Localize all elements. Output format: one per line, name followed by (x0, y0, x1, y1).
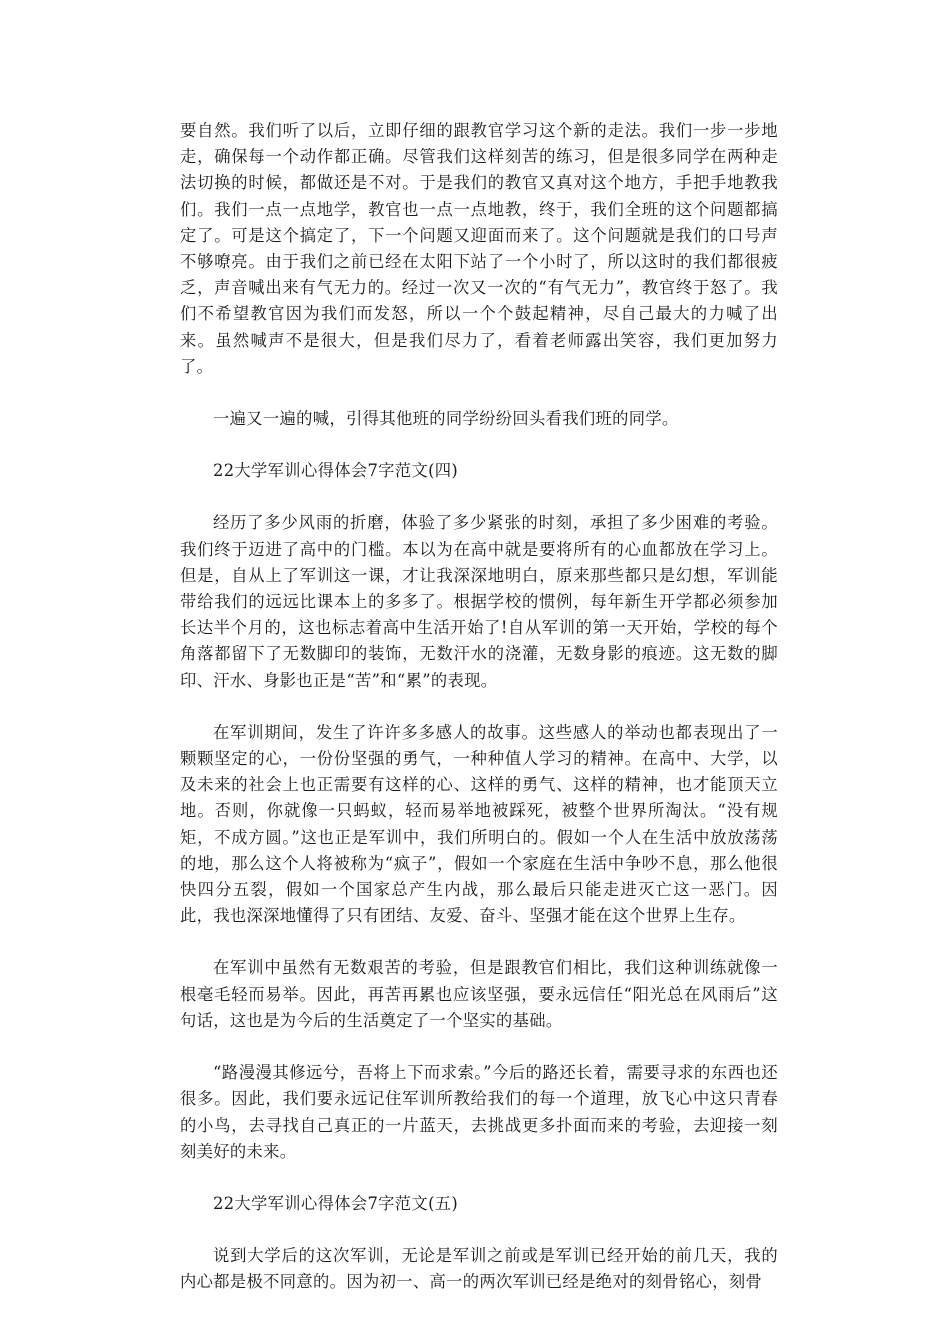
paragraph-training-practice: 要自然。我们听了以后，立即仔细的跟教官学习这个新的走法。我们一步一步地走，确保每一个动作都正确。尽管我们这样刻苦的练习，但是很多同学在两种走法切换的时候，都做还是不对。于是我们的教官又真对这个地方，手把手地教我们。我们一点一点地学，教官也一点一点地教，终于，我们全班的这个问题都搞定了。可是这个搞定了，下一个问题又迎面而来了。这个问题就是我们的口号声不够嘹亮。由于我们之前已经在太阳下站了一个小时了，所以这时的我们都很疲乏，声音喊出来有气无力的。经过一次又一次的“有气无力”，教官终于怒了。我们不希望教官因为我们而发怒，所以一个个鼓起精神，尽自己最大的力喊了出来。虽然喊声不是很大，但是我们尽力了，看着老师露出笑容，我们更加努力了。 (180, 121, 778, 376)
document-page (180, 118, 778, 1322)
paragraph-university-training: 说到大学后的这次军训，无论是军训之前或是军训已经开始的前几天，我的内心都是极不同意的。因为初一、高一的两次军训已经是绝对的刻骨铭心，刻骨 (180, 1246, 778, 1292)
paragraph-hard-tests: 在军训中虽然有无数艰苦的考验，但是跟教官们相比，我们这种训练就像一根毫毛轻而易举。因此，再苦再累也应该坚强，要永远信任“阳光总在风雨后”这句话，这也是为今后的生活奠定了一个坚实的基础。 (180, 958, 778, 1030)
paragraph-shouting: 一遍又一遍的喊，引得其他班的同学纷纷回头看我们班的同学。 (213, 409, 679, 429)
paragraph-touching-stories: 在军训期间，发生了许许多多感人的故事。这些感人的举动也都表现出了一颗颗坚定的心，一份份坚强的勇气，一种种值人学习的精神。在高中、大学，以及未来的社会上也正需要有这样的心、这样的勇气、这样的精神，也才能顶天立地。否则，你就像一只蚂蚁，轻而易举地被踩死，被整个世界所淘汰。“没有规矩，不成方圆。”这也正是军训中，我们所明白的。假如一个人在生活中放放荡荡的地，那么这个人将被称为“疯子”，假如一个家庭在生活中争吵不息，那么他很快四分五裂，假如一个国家总产生内战，那么最后只能走进灭亡这一恶门。因此，我也深深地懂得了只有团结、友爱、奋斗、坚强才能在这个世界上生存。 (180, 722, 778, 926)
paragraph-long-road: “路漫漫其修远兮，吾将上下而求索。”今后的路还长着，需要寻求的东西也还很多。因此，我们要永远记住军训所教给我们的每一个道理，放飞心中这只青春的小鸟，去寻找自己真正的一片蓝天，去挑战更多扑面而来的考验，去迎接一刻刻美好的未来。 (180, 1063, 778, 1161)
section-heading-5: 22大学军训心得体会7字范文(五) (213, 1193, 459, 1213)
section-heading-4: 22大学军训心得体会7字范文(四) (213, 461, 459, 481)
paragraph-high-school-threshold: 经历了多少风雨的折磨，体验了多少紧张的时刻，承担了多少困难的考验。我们终于迈进了高中的门槛。本以为在高中就是要将所有的心血都放在学习上。但是，自从上了军训这一课，才让我深深地明白，原来那些都只是幻想，军训能带给我们的远远比课本上的多多了。根据学校的惯例，每年新生开学都必须参加长达半个月的，这也标志着高中生活开始了!自从军训的第一天开始，学校的每个角落都留下了无数脚印的装饰，无数汗水的浇灌，无数身影的痕迹。这无数的脚印、汗水、身影也正是“苦”和“累”的表现。 (180, 513, 778, 690)
